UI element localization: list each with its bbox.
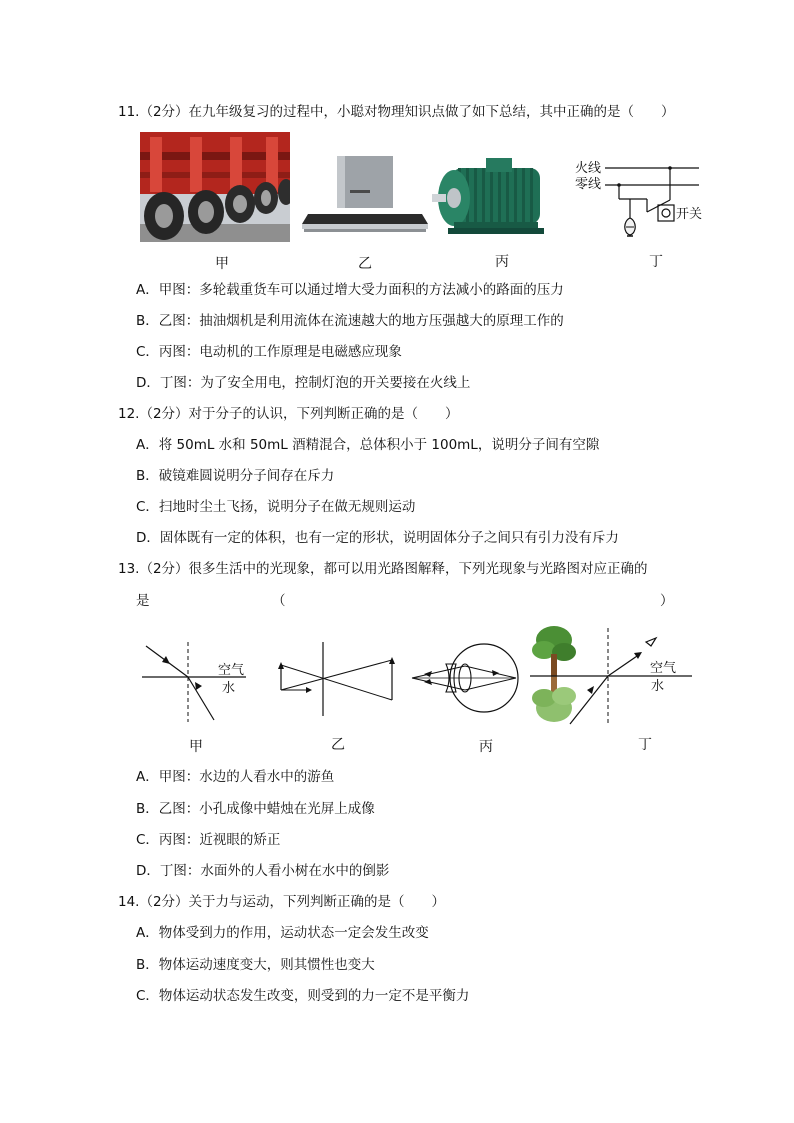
q12-option-d: D．固体既有一定的体积，也有一定的形状，说明固体分子之间只有引力没有斥力	[136, 530, 619, 546]
q11-option-b: B．乙图：抽油烟机是利用流体在流速越大的地方压强越大的原理工作的	[136, 313, 564, 329]
q13-caption-bing: 丙	[479, 739, 493, 755]
q13-option-b: B．乙图：小孔成像中蜡烛在光屏上成像	[136, 801, 375, 817]
q12-option-a: A．将 50mL 水和 50mL 酒精混合，总体积小于 100mL，说明分子间有空隙	[136, 437, 600, 453]
switch-icon	[658, 205, 674, 221]
q11-option-c: C．丙图：电动机的工作原理是电磁感应现象	[136, 344, 402, 360]
q12-option-b: B．破镜难圆说明分子间存在斥力	[136, 468, 335, 484]
q14-option-c: C．物体运动状态发生改变，则受到的力一定不是平衡力	[136, 988, 470, 1004]
q13-option-c: C．丙图：近视眼的矫正	[136, 832, 281, 848]
water-label-ding: 水	[651, 679, 665, 694]
q13-stem: 13.（2分）很多生活中的光现象，都可以用光路图解释，下列光现象与光路图对应正确的	[118, 561, 648, 577]
q12-option-c: C．扫地时尘土飞扬，说明分子在做无规则运动	[136, 499, 416, 515]
q13-stem-line2: 是	[136, 593, 150, 609]
eye-sketch-icon	[646, 638, 656, 646]
q13-fig-ding	[530, 624, 695, 734]
water-label-jia: 水	[222, 681, 236, 696]
q13-fig-yi	[276, 640, 400, 724]
air-label-jia: 空气	[218, 663, 245, 678]
q13-fig-bing	[410, 640, 524, 720]
q13-option-a: A．甲图：水边的人看水中的游鱼	[136, 769, 335, 785]
q14-option-a: A．物体受到力的作用，运动状态一定会发生改变	[136, 925, 429, 941]
q11-caption-jia: 甲	[215, 256, 229, 272]
q14-option-b: B．物体运动速度变大，则其惯性也变大	[136, 957, 375, 973]
switch-label: 开关	[676, 207, 703, 222]
q11-fig-truck	[140, 132, 290, 246]
live-wire-label: 火线	[575, 161, 602, 176]
q13-caption-ding: 丁	[638, 737, 652, 753]
q11-caption-yi: 乙	[358, 256, 372, 272]
neutral-wire-label: 零线	[575, 177, 602, 192]
q13-bracket-open: （	[272, 593, 286, 609]
q14-stem: 14.（2分）关于力与运动，下列判断正确的是（ ）	[118, 894, 446, 910]
q13-caption-jia: 甲	[189, 739, 203, 755]
q13-bracket-close: ）	[660, 593, 674, 609]
q11-stem: 11.（2分）在九年级复习的过程中，小聪对物理知识点做了如下总结，其中正确的是（ ）	[118, 104, 675, 120]
q12-stem: 12.（2分）对于分子的认识，下列判断正确的是（ ）	[118, 406, 459, 422]
q11-option-d: D．丁图：为了安全用电，控制灯泡的开关要接在火线上	[136, 375, 471, 391]
q13-caption-yi: 乙	[331, 737, 345, 753]
q11-caption-ding: 丁	[649, 254, 663, 270]
q11-fig-circuit	[575, 157, 710, 247]
q11-fig-motor	[432, 158, 552, 244]
q11-fig-range-hood	[302, 156, 428, 238]
air-label-ding: 空气	[650, 661, 677, 676]
q11-option-a: A．甲图：多轮载重货车可以通过增大受力面积的方法减小的路面的压力	[136, 282, 564, 298]
q13-option-d: D．丁图：水面外的人看小树在水中的倒影	[136, 863, 390, 879]
q13-fig-jia	[140, 640, 250, 730]
q11-caption-bing: 丙	[495, 254, 509, 270]
